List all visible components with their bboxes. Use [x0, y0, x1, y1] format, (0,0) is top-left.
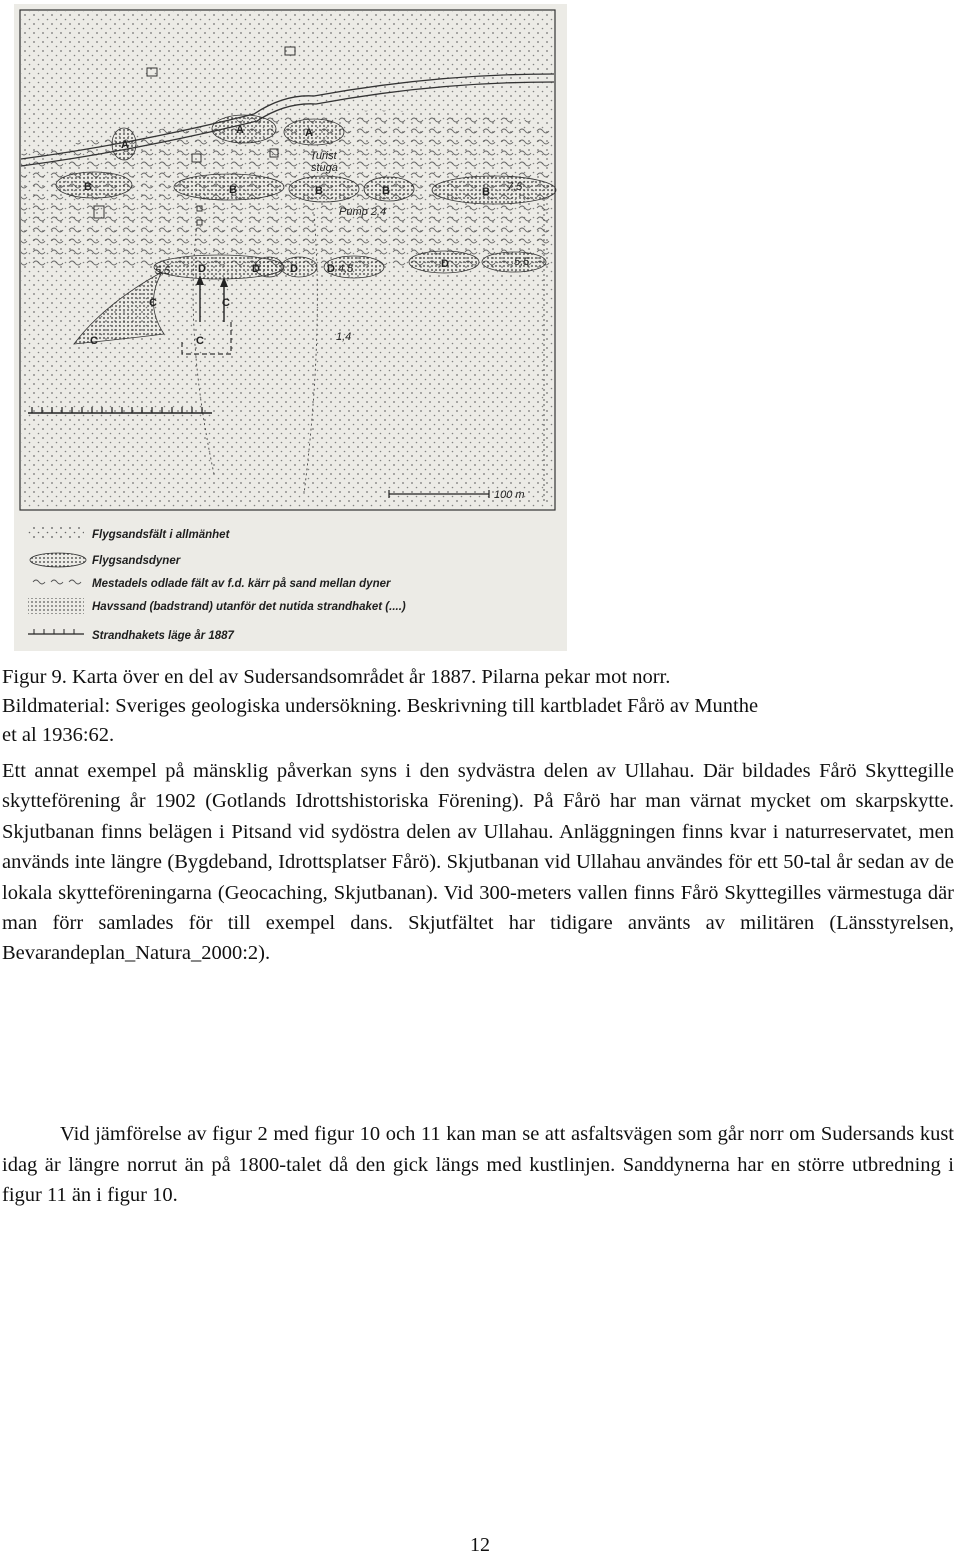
svg-text:C: C	[90, 335, 98, 347]
map-svg	[14, 4, 567, 651]
svg-text:D: D	[198, 263, 206, 275]
map-label-pump: Pump 2,4	[339, 206, 387, 218]
map-label-elev-55-right: 5,5	[514, 256, 530, 268]
svg-text:B: B	[229, 184, 237, 196]
svg-text:C: C	[196, 335, 204, 347]
caption-line-1: Figur 9. Karta över en del av Sudersandsområdet år 1887. Pilarna pekar mot norr.	[2, 666, 671, 688]
legend-item-havssand: Havssand (badstrand) utanför det nutida strandhaket (....)	[92, 601, 406, 613]
map-label-stuga: stuga	[311, 162, 338, 174]
map-label-turist: Turist	[310, 150, 337, 162]
paragraph-1: Ett annat exempel på mänsklig påverkan syns i den sydvästra delen av Ullahau. Där bildades Fårö Skyttegille skytteförening år 1902 (Gotlands Idrottshistoriska Förening). På Fårö har man värnat mycket om skarpskytte. Skjutbanan finns belägen i Pitsand vid sydöstra delen av Ullahau. Anläggningen finns kvar i naturreservatet, men används inte längre (Bygdeband, Idrottsplatser Fårö). Skjutbanan vid Ullahau användes för ett 50-tal år sedan av de lokala skytteföreningarna (Geocaching, Skjutbanan). Vid 300-meters vallen finns Fårö Skyttegilles värmestuga där man förr samlades för till exempel dans. Skjutfältet har tidigare använts av militären (Länsstyrelsen, Bevarandeplan_Natura_2000:2).	[2, 760, 954, 965]
map-label-elev-14: 1,4	[336, 331, 352, 343]
svg-text:C: C	[222, 297, 230, 309]
svg-text:D: D	[327, 263, 335, 275]
map-figure	[14, 4, 567, 651]
map-label-elev-75: 7,5	[507, 181, 523, 193]
svg-text:A: A	[236, 124, 244, 136]
legend-item-flygsandsdyner: Flygsandsdyner	[92, 555, 181, 567]
map-legend	[28, 526, 406, 642]
svg-text:B: B	[315, 185, 323, 197]
paragraph-2: Vid jämförelse av figur 2 med figur 10 och 11 kan man se att asfaltsvägen som går norr om Sudersands kust idag är längre norrut än på 1800-talet då den gick längs med kustlinjen. Sanddynerna har en större utbredning i figur 11 än i figur 10.	[2, 1123, 954, 1206]
map-label-elev-45: 4,5	[338, 263, 354, 275]
figure-caption	[2, 663, 954, 750]
page-number: 12	[470, 1534, 490, 1556]
caption-line-2: Bildmaterial: Sveriges geologiska undersökning. Beskrivning till kartbladet Fårö av Munthe	[2, 695, 759, 717]
scale-label: 100 m	[494, 489, 525, 501]
legend-item-odlade-falt: Mestadels odlade fält av f.d. kärr på sand mellan dyner	[92, 578, 391, 590]
svg-text:B: B	[382, 185, 390, 197]
caption-line-3: et al 1936:62.	[2, 724, 115, 746]
svg-text:A: A	[305, 127, 313, 139]
svg-text:D: D	[441, 258, 449, 270]
svg-text:B: B	[84, 181, 92, 193]
svg-text:D: D	[290, 263, 298, 275]
svg-text:C: C	[149, 297, 157, 309]
svg-text:B: B	[482, 186, 490, 198]
map-label-elev-55-left: 5,5	[155, 265, 171, 277]
svg-text:A: A	[121, 139, 129, 151]
svg-text:D: D	[252, 263, 260, 275]
legend-item-strandhak: Strandhakets läge år 1887	[92, 630, 234, 642]
legend-item-flygsandsfalt: Flygsandsfält i allmänhet	[92, 529, 230, 541]
